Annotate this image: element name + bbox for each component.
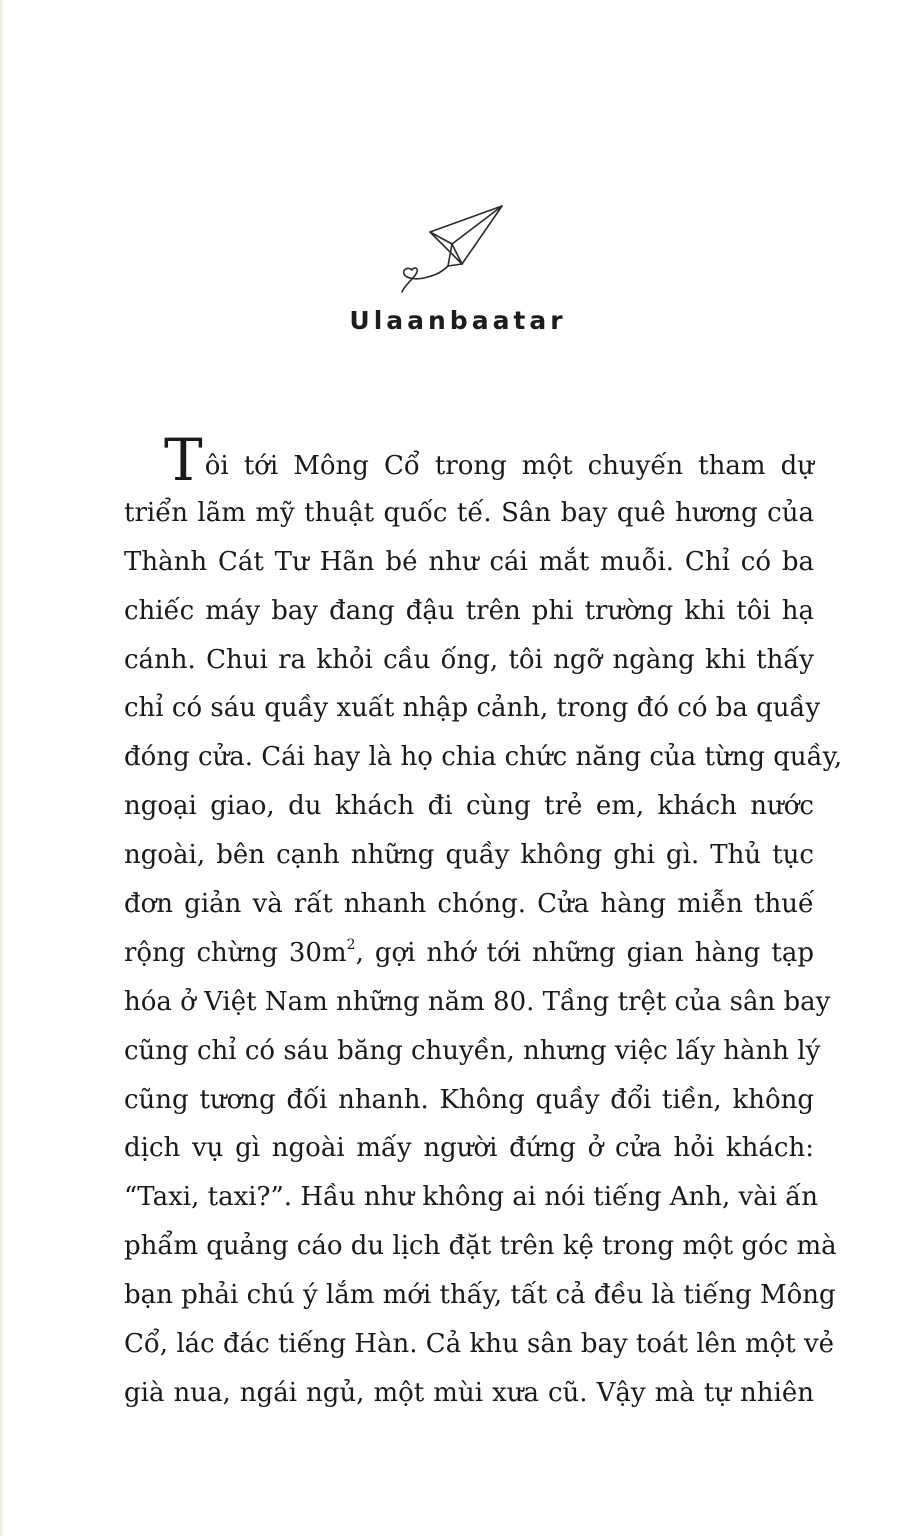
text-line-17: phẩm quảng cáo du lịch đặt trên kệ trong một góc mà: [124, 1231, 837, 1262]
text-line-15: dịch vụ gì ngoài mấy người đứng ở cửa hỏi khách:: [124, 1133, 814, 1164]
text-line-19: Cổ, lác đác tiếng Hàn. Cả khu sân bay toát lên một vẻ: [124, 1329, 835, 1360]
body-paragraph: [124, 426, 843, 1418]
text-line-4: chiếc máy bay đang đậu trên phi trường khi tôi hạ: [124, 595, 814, 626]
text-line-8: ngoại giao, du khách đi cùng trẻ em, khách nước: [124, 791, 814, 822]
text-line-18: bạn phải chú ý lắm mới thấy, tất cả đều là tiếng Mông: [124, 1280, 836, 1311]
drop-cap: T: [164, 426, 203, 494]
text-line-1: Tôi tới Mông Cổ trong một chuyến tham dự: [164, 426, 814, 494]
text-line-5: cánh. Chui ra khỏi cầu ống, tôi ngỡ ngàng khi thấy: [124, 644, 814, 675]
text-line-7: đóng cửa. Cái hay là họ chia chức năng của từng quầy,: [124, 742, 843, 773]
text-line-3: Thành Cát Tư Hãn bé như cái mắt muỗi. Chỉ có ba: [124, 546, 814, 577]
text-line-13: cũng chỉ có sáu băng chuyền, nhưng việc lấy hành lý: [124, 1035, 821, 1066]
text-line-12: hóa ở Việt Nam những năm 80. Tầng trệt của sân bay: [124, 986, 831, 1017]
text-line-10: đơn giản và rất nhanh chóng. Cửa hàng miễn thuế: [124, 889, 814, 920]
paper-plane-icon: [392, 200, 512, 310]
text-line-6: chỉ có sáu quầy xuất nhập cảnh, trong đó có ba quầy: [124, 693, 821, 724]
page-edge-tint: [0, 0, 4, 1536]
text-line-14: cũng tương đối nhanh. Không quầy đổi tiền, không: [124, 1084, 814, 1115]
text-line-20: già nua, ngái ngủ, một mùi xưa cũ. Vậy mà tự nhiên: [124, 1377, 814, 1408]
text-line-9: ngoài, bên cạnh những quầy không ghi gì. Thủ tục: [124, 840, 814, 871]
chapter-title: Ulaanbaatar: [349, 306, 567, 335]
superscript: 2: [346, 936, 356, 953]
text-line-16: “Taxi, taxi?”. Hầu như không ai nói tiếng Anh, vài ấn: [124, 1182, 818, 1213]
text-line-2: triển lãm mỹ thuật quốc tế. Sân bay quê hương của: [124, 497, 814, 528]
text-line-11: rộng chừng $30m^2$, gợi nhớ tới những gian hàng tạp: [124, 936, 814, 968]
